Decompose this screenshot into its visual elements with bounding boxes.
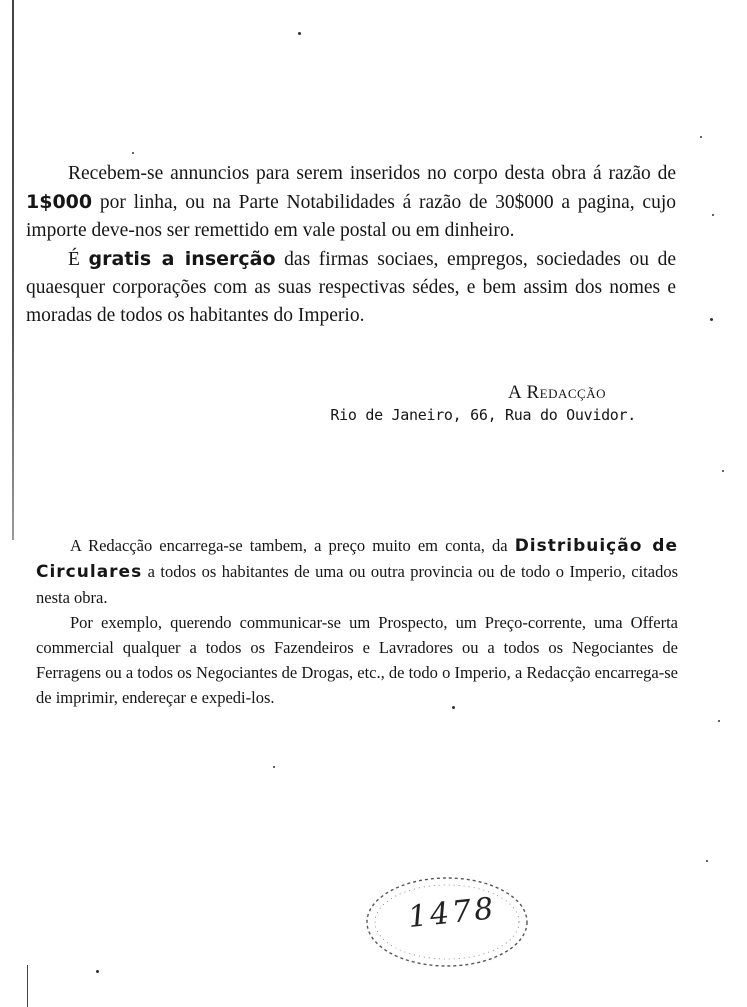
- distribution-notice: [36, 533, 678, 710]
- notice-free-rest: das firmas sociaes, empregos, sociedades ou de quaesquer corporações com as suas respectivas sédes, e bem assim dos nomes e moradas de todos os habitantes do Imperio.: [26, 249, 676, 326]
- notice-paragraph-free: [26, 245, 676, 330]
- notice-paragraph-ads: [26, 160, 676, 245]
- distribution-paragraph-intro: [36, 533, 678, 610]
- left-margin-rule: [12, 0, 14, 540]
- bottom-margin-mark: [27, 965, 28, 1007]
- print-speck: [700, 136, 702, 138]
- distribution-text-start: A Redacção encarrega-se tambem, a preço muito em conta, da: [70, 536, 515, 555]
- notice-ads-text-start: Recebem-se annuncios para serem inseridos no corpo desta obra á razão de: [68, 163, 676, 184]
- print-speck: [273, 766, 275, 768]
- signature-word: Redacção: [526, 382, 606, 403]
- signature-address: Rio de Janeiro, 66, Rua do Ouvidor.: [330, 406, 636, 424]
- signature-initial: A: [508, 382, 527, 403]
- print-speck: [706, 860, 708, 862]
- print-speck: [298, 32, 301, 35]
- print-speck: [132, 152, 134, 154]
- print-speck: [718, 720, 720, 722]
- distribution-emphasis: Distribuição de Circulares: [36, 536, 678, 582]
- signature-name: [26, 382, 606, 404]
- advertising-notice: [26, 160, 676, 330]
- print-speck: [722, 470, 724, 472]
- distribution-text-end: a todos os habitantes de uma ou outra provincia ou de todo o Imperio, citados nesta obra.: [36, 562, 678, 607]
- signature-block: [26, 382, 676, 426]
- print-speck: [710, 318, 713, 321]
- notice-ads-text-end: por linha, ou na Parte Notabilidades á razão de 30$000 a pagina, cujo importe deve-nos ser remettido em vale postal ou em dinheiro.: [26, 192, 676, 241]
- print-speck: [452, 706, 455, 709]
- notice-ads-price: 1$000: [26, 191, 93, 213]
- library-stamp: [358, 868, 536, 976]
- print-speck: [712, 214, 714, 216]
- print-speck: [96, 970, 99, 973]
- notice-free-emphasis: gratis a inserção: [88, 248, 276, 270]
- distribution-paragraph-example: Por exemplo, querendo communicar-se um Prospecto, um Preço-corrente, uma Offerta commercial qualquer a todos os Fazendeiros e Lavradores ou a todos os Negociantes de Ferragens ou a todos os Negociantes de Drogas, etc., de todo o Imperio, a Redacção encarrega-se de imprimir, endereçar e expedi-los.: [36, 613, 678, 707]
- notice-free-lead: É: [68, 249, 89, 270]
- stamp-number: 1478: [406, 891, 498, 936]
